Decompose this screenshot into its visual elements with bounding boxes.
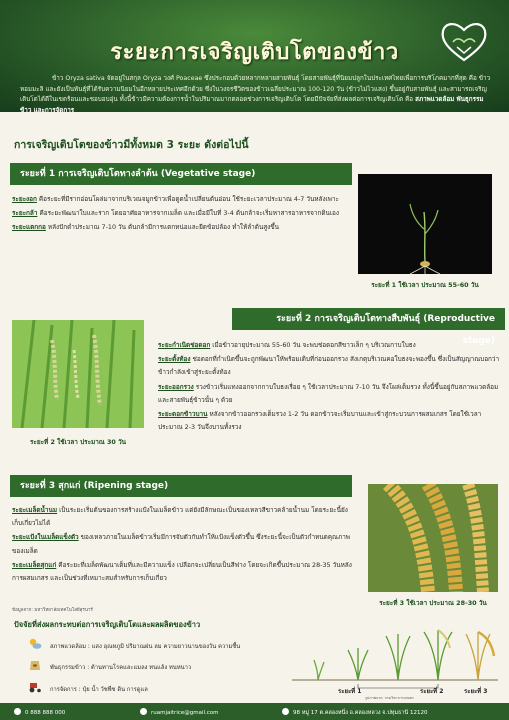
stage1-caption: ระยะที่ 1 ใช้เวลา ประมาณ 55-60 วัน [371,281,479,289]
footer-address: 98 หมู่ 17 ต.คลองหนึ่ง อ.คลองหลวง จ.ปทุมธานี 12120 [282,708,427,717]
stage-label-1: ระยะที่ 1 [338,688,362,695]
stage2-text [158,339,500,435]
diagram-reference: รูปภาพจาก: กรมวิชาการเกษตร [365,696,414,700]
stage1-text [12,193,352,236]
stage1-item: ระยะแตกกอ หลังปักดำประมาณ 7-10 วัน ต้นกล้ามีการแตกหน่อและยืดข้อปล้อง ทำให้ลำต้นสูงขึ้น [12,223,280,232]
stage3-item: ระยะเมล็ดสุกแก่ คือระยะที่เมล็ดพัฒนาเต็มที่และมีความแข็ง เปลือกจะเปลี่ยนเป็นสีฟาง โดยจะเกิดขึ้นประมาณ 28-35 วันหลังการผสมเกสร และเป็นช่วงที่เหมาะสมสำหรับการเก็บเกี่ยว [12,560,352,583]
footer-bar [0,703,509,720]
stage2-item: ระยะตั้งท้อง ช่อดอกที่กำเนิดขึ้นจะถูกพัฒนาให้พร้อมเติบที่ก่อนออกรวง สังเกตุบริเวณคอใบธงจะพองขึ้น ซึ่งเป็นสัญญาณบอกว่าข้าวกำลังเข้าสู่ระยะตั้งท้อง [158,355,500,377]
seedling-photo [358,174,492,274]
sun-cloud-icon [28,637,42,650]
footer-phone[interactable]: 0 888 888 000 [14,708,65,716]
header-banner [0,0,509,112]
stage3-item: ระยะเมล็ดน้ำนม เป็นระยะเริ่มต้นของการสร้างแป้งในเมล็ดข้าว แต่ยังมีลักษณะเป็นของเหลวสีขาวคล้ายน้ำนม โดยระยะนี้ยังเก็บเกี่ยวไม่ได้ [12,506,348,528]
stage3-caption: ระยะที่ 3 ใช้เวลา ประมาณ 28-30 วัน [379,599,487,607]
rice-stages-illustration [288,628,502,690]
factors-title: ปัจจัยที่ส่งผลกระทบต่อการเจริญเติบโตและผลผลิตของข้าว [14,620,201,629]
mail-icon [140,708,147,715]
footer-email[interactable]: ruamjaitrice@gmail.com [140,708,219,716]
source-credit: ข้อมูลจาก: มหาวิทยาลัยเทคโนโลยีสุรนารี [12,608,93,613]
stage2-item: ระยะกำเนิดช่อดอก เมื่อข้าวอายุประมาณ 55-60 วัน จะพบช่อดอกสีขาวเล็ก ๆ บริเวณกาบใบธง [158,341,416,349]
stage-label-2: ระยะที่ 2 [420,688,444,695]
page-title: ระยะการเจริญเติบโตของข้าว [110,40,399,65]
section-subheading: การเจริญเติบโตของข้าวมีทั้งหมด 3 ระยะ ดังต่อไปนี้ [14,139,249,151]
ripe-rice-photo [368,484,498,592]
stage3-text [12,504,357,586]
stage3-item: ระยะแป้งในเมล็ดแข็งตัว ของเหลวภายในเมล็ดข้าวเริ่มมีการจับตัวกันทำให้แป้งแข็งตัวขึ้น ซึ่งระยะนี้จะเป็นตัวกำหนดคุณภาพของเมล็ด [12,533,350,555]
stage1-item: ระยะกล้า คือระยะพัฒนาใบและราก โดยอาศัยอาหารจากเมล็ด และเมื่อมีใบที่ 3-4 ต้นกล้าจะเริ่มหาสารอาหารจากดินเอง [12,209,339,218]
intro-paragraph: ข้าว Oryza sativa จัดอยู่ในสกุล Oryza วงศ์ Poaceae ซึ่งประกอบด้วยหลากหลายสายพันธุ์ โดยสายพันธุ์ที่นิยมปลูกในประเทศไทยเพื่อการบริโภคมากที่สุด คือ ข้าวหอมมะลิ และยังเป็นพันธุ์ที่ได้รับความนิยมในอีกหลายประเทศอีกด้วย ซึ่งในวงจรชีวิตของข้าวเฉลี่ยประมาณ 100-120 วัน (ข้าวไม่ไวแสง) ขึ้นอยู่กับสายพันธุ์ และสามารถเจริญเติบโตได้ดีในเขตร้อนและชอบอบอุ่น ทั้งนี้ข้าวมีความต้องการน้ำในปริมาณมากตลอดช่วงการเจริญเติบโต โดยมีปัจจัยที่ส่งผลต่อการเจริญเติบโต คือ สภาพแวดล้อม พันธุกรรมข้าว และการจัดการ [20,75,491,114]
stage-label-3: ระยะที่ 3 [464,688,488,695]
location-icon [282,708,289,715]
tractor-icon [28,680,42,693]
seed-bag-icon [28,658,42,671]
stage1-item: ระยะงอก คือระยะที่มีรากอ่อนโผล่มาจากบริเวณจมูกข้าวเพื่อดูดน้ำเปลี่ยนต้นอ่อน ใช้ระยะเวลาประมาณ 4-7 วันหลังเพาะ [12,195,339,203]
stage2-heading: ระยะที่ 2 การเจริญเติบโตทางสืบพันธุ์ (Reproductive stage) [232,308,505,330]
stage2-caption: ระยะที่ 2 ใช้เวลา ประมาณ 30 วัน [29,438,127,446]
factor-environment: สภาพแวดล้อม : แสง อุณหภูมิ ปริมาณฝน ลม ความยาวนานของวัน ความชื้น [28,641,240,651]
rice-panicle-photo [12,320,144,428]
stage2-item: ระยะออกรวง รวงข้าวเริ่มแทงออกจากกาบใบธงเรื่อย ๆ ใช้เวลาประมาณ 7-10 วัน จึงโผล่เต็มรวง ทั้งนี้ขึ้นอยู่กับสภาพแวดล้อมและสายพันธุ์ข้าวนั้น ๆ ด้วย [158,382,499,404]
brand-logo [439,20,489,62]
factor-genetics: พันธุกรรมข้าว : ต้านทานโรคและแมลง ทนแล้ง ทนหนาว [28,662,191,672]
factor-management: การจัดการ : ปุ๋ย น้ำ วัชพืช ดิน การดูแล [28,684,148,694]
phone-icon [14,708,21,715]
stage3-heading: ระยะที่ 3 สุกแก่ (Ripening stage) [10,475,352,497]
stage2-item: ระยะดอกข้าวบาน หลังจากข้าวออกรวงเต็มรวง 1-2 วัน ดอกข้าวจะเริ่มบานและเข้าสู่กระบวนการผสมเกสร โดยใช้เวลาประมาณ 2-3 วันจึงบานทั้งรวง [158,410,482,432]
stage1-heading: ระยะที่ 1 การเจริญเติบโตทางลำต้น (Vegetative stage) [10,163,352,185]
